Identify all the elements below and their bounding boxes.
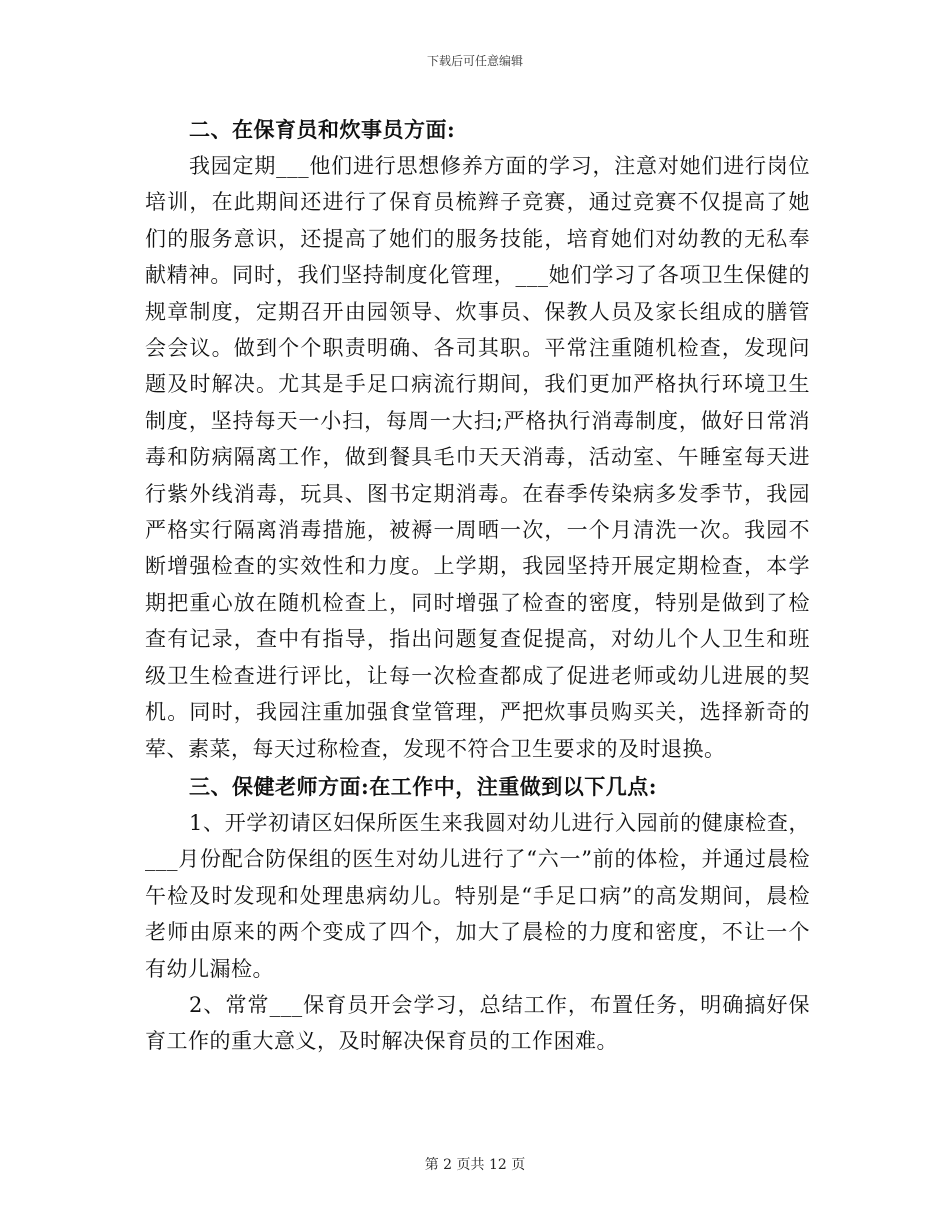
- paragraph: 1、开学初请区妇保所医生来我圆对幼儿进行入园前的健康检查，___月份配合防保组的医生对幼儿进行了“六一”前的体检，并通过晨检午检及时发现和处理患病幼儿。特别是“手足口病”的高发期间，晨检老师由原来的两个变成了四个，加大了晨检的力度和密度，不让一个有幼儿漏检。: [145, 810, 810, 981]
- section-heading: 三、保健老师方面:在工作中，注重做到以下几点:: [189, 773, 658, 799]
- section-heading: 二、在保育员和炊事员方面:: [189, 117, 456, 142]
- paragraph: 我园定期___他们进行思想修养方面的学习，注意对她们进行岗位培训，在此期间还进行了保育员梳辫子竞赛，通过竞赛不仅提高了她们的服务意识，还提高了她们的服务技能，培育她们对幼教的无私奉献精神。同时，我们坚持制度化管理，___她们学习了各项卫生保健的规章制度，定期召开由园领导、炊事员、保教人员及家长组成的膳管会会议。做到个个职责明确、各司其职。平常注重随机检查，发现问题及时解决。尤其是手足口病流行期间，我们更加严格执行环境卫生制度，坚持每天一小扫，每周一大扫;严格执行消毒制度，做好日常消毒和防病隔离工作，做到餐具毛巾天天消毒，活动室、午睡室每天进行紫外线消毒，玩具、图书定期消毒。在春季传染病多发季节，我园严格实行隔离消毒措施，被褥一周晒一次，一个月清洗一次。我园不断增强检查的实效性和力度。上学期，我园坚持开展定期检查，本学期把重心放在随机检查上，同时增强了检查的密度，特别是做到了检查有记录，查中有指导，指出问题复查促提高，对幼儿个人卫生和班级卫生检查进行评比，让每一次检查都成了促进老师或幼儿进展的契机。同时，我园注重加强食堂管理，严把炊事员购买关，选择新奇的荤、素菜，每天过称检查，发现不符合卫生要求的及时退换。: [145, 154, 810, 761]
- page-header: 下载后可任意编辑: [426, 54, 523, 68]
- document-body: [145, 112, 810, 1060]
- page-footer: 第 2 页共 12 页: [424, 1157, 526, 1173]
- paragraph: 2、常常___保育员开会学习，总结工作，布置任务，明确搞好保育工作的重大意义，及时解决保育员的工作困难。: [145, 992, 810, 1054]
